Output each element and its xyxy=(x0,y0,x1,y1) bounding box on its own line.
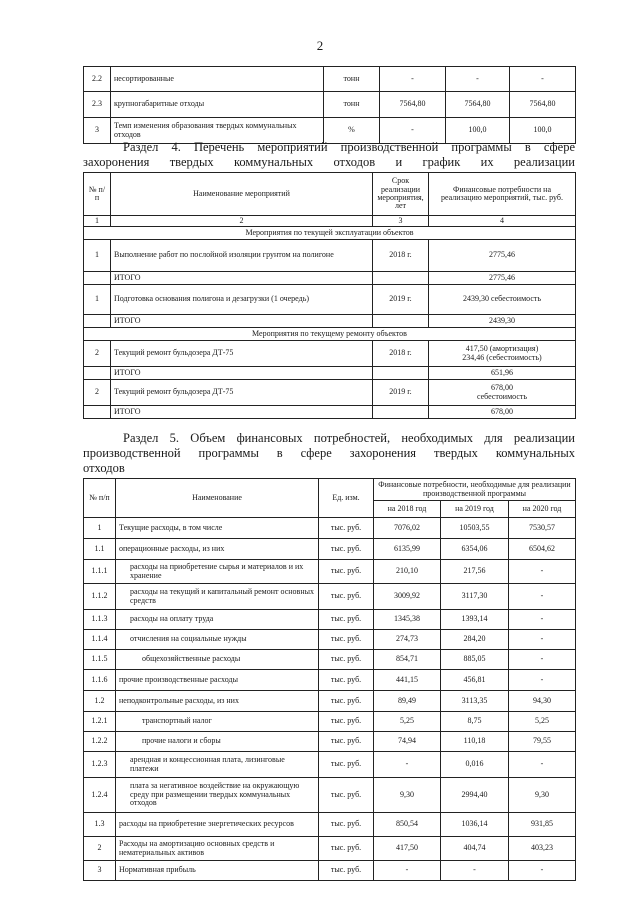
row-number: 1.1.5 xyxy=(84,650,116,670)
table-row xyxy=(84,539,576,560)
row-number: 1.2.2 xyxy=(84,732,116,752)
row-name: ИТОГО xyxy=(111,406,373,419)
row-number: 3 xyxy=(84,118,111,144)
row-unit: тыс. руб. xyxy=(319,670,374,691)
row-number: 1.1.6 xyxy=(84,670,116,691)
value-2020: 79,55 xyxy=(509,732,576,752)
column-number: 3 xyxy=(373,216,429,227)
group-title: Мероприятия по текущей эксплуатации объектов xyxy=(84,227,576,240)
value-2020: - xyxy=(509,861,576,881)
value-2020: 5,25 xyxy=(509,712,576,732)
row-unit: тыс. руб. xyxy=(319,752,374,778)
row-unit: тыс. руб. xyxy=(319,650,374,670)
section-5-heading xyxy=(83,431,575,476)
value-2020: - xyxy=(509,560,576,584)
row-name: ИТОГО xyxy=(111,367,373,380)
value-2020: 6504,62 xyxy=(509,539,576,560)
value-2019: 284,20 xyxy=(441,630,509,650)
finance-line: 417,50 (амортизация) xyxy=(465,344,539,354)
table-row xyxy=(84,272,576,285)
value-2018: 89,49 xyxy=(374,691,441,712)
group-row xyxy=(84,227,576,240)
table-row xyxy=(84,670,576,691)
value-2018: 5,25 xyxy=(374,712,441,732)
table-row xyxy=(84,240,576,272)
section-4-heading-line: захоронения твердых коммунальных отходов и график их реализации xyxy=(83,155,575,169)
value-2018: 7076,02 xyxy=(374,518,441,539)
table-row xyxy=(84,813,576,837)
value-2020: 7530,57 xyxy=(509,518,576,539)
finance-line: 234,46 (себестоимость) xyxy=(462,352,542,362)
value-2018: 854,71 xyxy=(374,650,441,670)
section-5-heading-line: отходов xyxy=(83,461,125,475)
row-unit: тыс. руб. xyxy=(319,837,374,861)
table-header-row xyxy=(84,479,576,501)
value-2018: 3009,92 xyxy=(374,584,441,610)
value-2018: - xyxy=(380,67,446,92)
value-2019: 3117,30 xyxy=(441,584,509,610)
row-name: общехозяйственные расходы xyxy=(116,650,319,670)
value-2020: 9,30 xyxy=(509,778,576,813)
value-2018: 1345,38 xyxy=(374,610,441,630)
value-2018: - xyxy=(374,861,441,881)
value-2020: 94,30 xyxy=(509,691,576,712)
column-number-row xyxy=(84,216,576,227)
table-row xyxy=(84,712,576,732)
header-name: Наименование xyxy=(116,479,319,518)
value-2019: 7564,80 xyxy=(446,92,510,118)
row-unit: тыс. руб. xyxy=(319,584,374,610)
row-name: операционные расходы, из них xyxy=(116,539,319,560)
row-number: 2 xyxy=(84,837,116,861)
value-2018: 441,15 xyxy=(374,670,441,691)
table-row xyxy=(84,406,576,419)
row-number: 1.2.4 xyxy=(84,778,116,813)
row-number: 1.1.1 xyxy=(84,560,116,584)
row-unit: тыс. руб. xyxy=(319,539,374,560)
section-4-heading xyxy=(83,140,575,170)
value-2019: 10503,55 xyxy=(441,518,509,539)
row-number: 2 xyxy=(84,380,111,406)
value-2020: - xyxy=(509,610,576,630)
table-row xyxy=(84,861,576,881)
row-number: 1.3 xyxy=(84,813,116,837)
row-term: 2019 г. xyxy=(373,380,429,406)
row-number: 3 xyxy=(84,861,116,881)
row-number: 2 xyxy=(84,341,111,367)
row-name: прочие налоги и сборы xyxy=(116,732,319,752)
table-row xyxy=(84,610,576,630)
table-header-row xyxy=(84,173,576,216)
row-name: несортированные xyxy=(111,67,324,92)
row-name: Текущие расходы, в том числе xyxy=(116,518,319,539)
measures-table xyxy=(83,172,576,419)
value-2019: 2994,40 xyxy=(441,778,509,813)
row-term: 2018 г. xyxy=(373,341,429,367)
row-name: расходы на текущий и капитальный ремонт основных средств xyxy=(116,584,319,610)
value-2018: 417,50 xyxy=(374,837,441,861)
table-row xyxy=(84,630,576,650)
row-name: Подготовка основания полигона и дезагрузки (1 очередь) xyxy=(111,285,373,315)
value-2018: 7564,80 xyxy=(380,92,446,118)
group-title: Мероприятия по текущему ремонту объектов xyxy=(84,328,576,341)
row-number xyxy=(84,367,111,380)
value-2020: - xyxy=(509,752,576,778)
value-2020: 100,0 xyxy=(510,118,576,144)
table-row xyxy=(84,691,576,712)
table-row xyxy=(84,732,576,752)
header-year-2018: на 2018 год xyxy=(374,501,441,518)
row-term: 2018 г. xyxy=(373,240,429,272)
value-2019: 100,0 xyxy=(446,118,510,144)
row-unit: тыс. руб. xyxy=(319,813,374,837)
row-unit: тыс. руб. xyxy=(319,861,374,881)
row-number: 1.1.4 xyxy=(84,630,116,650)
table-row xyxy=(84,315,576,328)
row-unit: тонн xyxy=(324,92,380,118)
row-number: 1 xyxy=(84,240,111,272)
row-finance: 2439,30 xyxy=(429,315,576,328)
row-name: ИТОГО xyxy=(111,272,373,285)
table-row xyxy=(84,584,576,610)
row-unit: тонн xyxy=(324,67,380,92)
row-name: ИТОГО xyxy=(111,315,373,328)
row-number: 1.2.3 xyxy=(84,752,116,778)
value-2019: 885,05 xyxy=(441,650,509,670)
row-finance: 678,00 xyxy=(429,406,576,419)
finance-line: себестоимость xyxy=(476,391,528,401)
value-2018: 850,54 xyxy=(374,813,441,837)
row-number: 1.1.3 xyxy=(84,610,116,630)
row-unit: тыс. руб. xyxy=(319,712,374,732)
header-finance: Финансовые потребности, необходимые для реализации производственной программы xyxy=(374,479,576,501)
value-2020: 403,23 xyxy=(509,837,576,861)
table-row xyxy=(84,837,576,861)
header-year-2020: на 2020 год xyxy=(509,501,576,518)
table-row xyxy=(84,752,576,778)
row-name: неподконтрольные расходы, из них xyxy=(116,691,319,712)
value-2019: 110,18 xyxy=(441,732,509,752)
table-row xyxy=(84,341,576,367)
page-number: 2 xyxy=(316,38,324,53)
value-2018: - xyxy=(380,118,446,144)
row-unit: тыс. руб. xyxy=(319,630,374,650)
value-2018: 6135,99 xyxy=(374,539,441,560)
row-name: расходы на оплату труда xyxy=(116,610,319,630)
row-number xyxy=(84,315,111,328)
finance-table xyxy=(83,478,576,881)
row-unit: % xyxy=(324,118,380,144)
section-5-heading-line: производственной программы в сфере захоронения твердых коммунальных xyxy=(83,446,575,460)
row-number: 1.1.2 xyxy=(84,584,116,610)
table-row xyxy=(84,560,576,584)
row-term xyxy=(373,367,429,380)
row-name: плата за негативное воздействие на окружающую среду при размещении твердых коммунальных отходов xyxy=(116,778,319,813)
row-term xyxy=(373,272,429,285)
table-row xyxy=(84,518,576,539)
row-name: расходы на приобретение энергетических ресурсов xyxy=(116,813,319,837)
header-num: № п/п xyxy=(84,479,116,518)
value-2020: - xyxy=(509,630,576,650)
header-num: № п/п xyxy=(84,173,111,216)
row-finance xyxy=(429,341,576,367)
value-2019: 1393,14 xyxy=(441,610,509,630)
column-number: 4 xyxy=(429,216,576,227)
value-2020: - xyxy=(509,670,576,691)
row-name: Текущий ремонт бульдозера ДТ-75 xyxy=(111,341,373,367)
row-name: Темп изменения образования твердых коммунальных отходов xyxy=(111,118,324,144)
value-2019: 6354,06 xyxy=(441,539,509,560)
value-2019: 217,56 xyxy=(441,560,509,584)
row-name: Текущий ремонт бульдозера ДТ-75 xyxy=(111,380,373,406)
row-number: 2.2 xyxy=(84,67,111,92)
section-5-heading-line: Раздел 5. Объем финансовых потребностей, необходимых для реализации xyxy=(123,431,575,445)
row-unit: тыс. руб. xyxy=(319,732,374,752)
value-2019: - xyxy=(446,67,510,92)
targets-table xyxy=(83,66,576,144)
row-number: 1 xyxy=(84,285,111,315)
value-2019: - xyxy=(441,861,509,881)
row-finance: 2775,46 xyxy=(429,240,576,272)
value-2020: - xyxy=(509,584,576,610)
row-name: транспортный налог xyxy=(116,712,319,732)
value-2018: 9,30 xyxy=(374,778,441,813)
header-name: Наименование мероприятий xyxy=(111,173,373,216)
row-name: Расходы на амортизацию основных средств и нематериальных активов xyxy=(116,837,319,861)
row-number: 1.1 xyxy=(84,539,116,560)
row-unit: тыс. руб. xyxy=(319,518,374,539)
column-number: 2 xyxy=(111,216,373,227)
header-year-2019: на 2019 год xyxy=(441,501,509,518)
column-number: 1 xyxy=(84,216,111,227)
header-unit: Ед. изм. xyxy=(319,479,374,518)
row-name: арендная и концессионная плата, лизинговые платежи xyxy=(116,752,319,778)
value-2019: 0,016 xyxy=(441,752,509,778)
value-2019: 1036,14 xyxy=(441,813,509,837)
value-2019: 456,81 xyxy=(441,670,509,691)
value-2020: 7564,80 xyxy=(510,92,576,118)
value-2020: - xyxy=(509,650,576,670)
value-2020: - xyxy=(510,67,576,92)
row-name: крупногабаритные отходы xyxy=(111,92,324,118)
value-2020: 931,85 xyxy=(509,813,576,837)
row-name: прочие производственные расходы xyxy=(116,670,319,691)
header-finance: Финансовые потребности на реализацию мероприятий, тыс. руб. xyxy=(429,173,576,216)
row-number: 1.2.1 xyxy=(84,712,116,732)
table-row xyxy=(84,367,576,380)
table-row xyxy=(84,285,576,315)
row-finance: 651,96 xyxy=(429,367,576,380)
value-2018: 74,94 xyxy=(374,732,441,752)
finance-line: 678,00 xyxy=(491,383,513,393)
row-finance xyxy=(429,380,576,406)
row-unit: тыс. руб. xyxy=(319,560,374,584)
row-name: Выполнение работ по послойной изоляции грунтом на полигоне xyxy=(111,240,373,272)
row-term xyxy=(373,406,429,419)
table-row xyxy=(84,778,576,813)
table-row xyxy=(84,650,576,670)
value-2018: 274,73 xyxy=(374,630,441,650)
row-number: 1.2 xyxy=(84,691,116,712)
value-2019: 3113,35 xyxy=(441,691,509,712)
row-unit: тыс. руб. xyxy=(319,778,374,813)
row-term: 2019 г. xyxy=(373,285,429,315)
table-row xyxy=(84,92,576,118)
row-number xyxy=(84,406,111,419)
row-finance: 2439,30 себестоимость xyxy=(429,285,576,315)
row-unit: тыс. руб. xyxy=(319,691,374,712)
group-row xyxy=(84,328,576,341)
row-name: расходы на приобретение сырья и материалов и их хранение xyxy=(116,560,319,584)
value-2018: 210,10 xyxy=(374,560,441,584)
section-4-heading-line: Раздел 4. Перечень мероприятий производственной программы в сфере xyxy=(123,140,575,154)
row-finance: 2775,46 xyxy=(429,272,576,285)
value-2019: 404,74 xyxy=(441,837,509,861)
table-row xyxy=(84,380,576,406)
row-unit: тыс. руб. xyxy=(319,610,374,630)
row-number: 2.3 xyxy=(84,92,111,118)
value-2018: - xyxy=(374,752,441,778)
row-name: отчисления на социальные нужды xyxy=(116,630,319,650)
row-name: Нормативная прибыль xyxy=(116,861,319,881)
header-term: Срок реализации мероприятия, лет xyxy=(373,173,429,216)
row-number: 1 xyxy=(84,518,116,539)
value-2019: 8,75 xyxy=(441,712,509,732)
row-term xyxy=(373,315,429,328)
row-number xyxy=(84,272,111,285)
table-row xyxy=(84,67,576,92)
